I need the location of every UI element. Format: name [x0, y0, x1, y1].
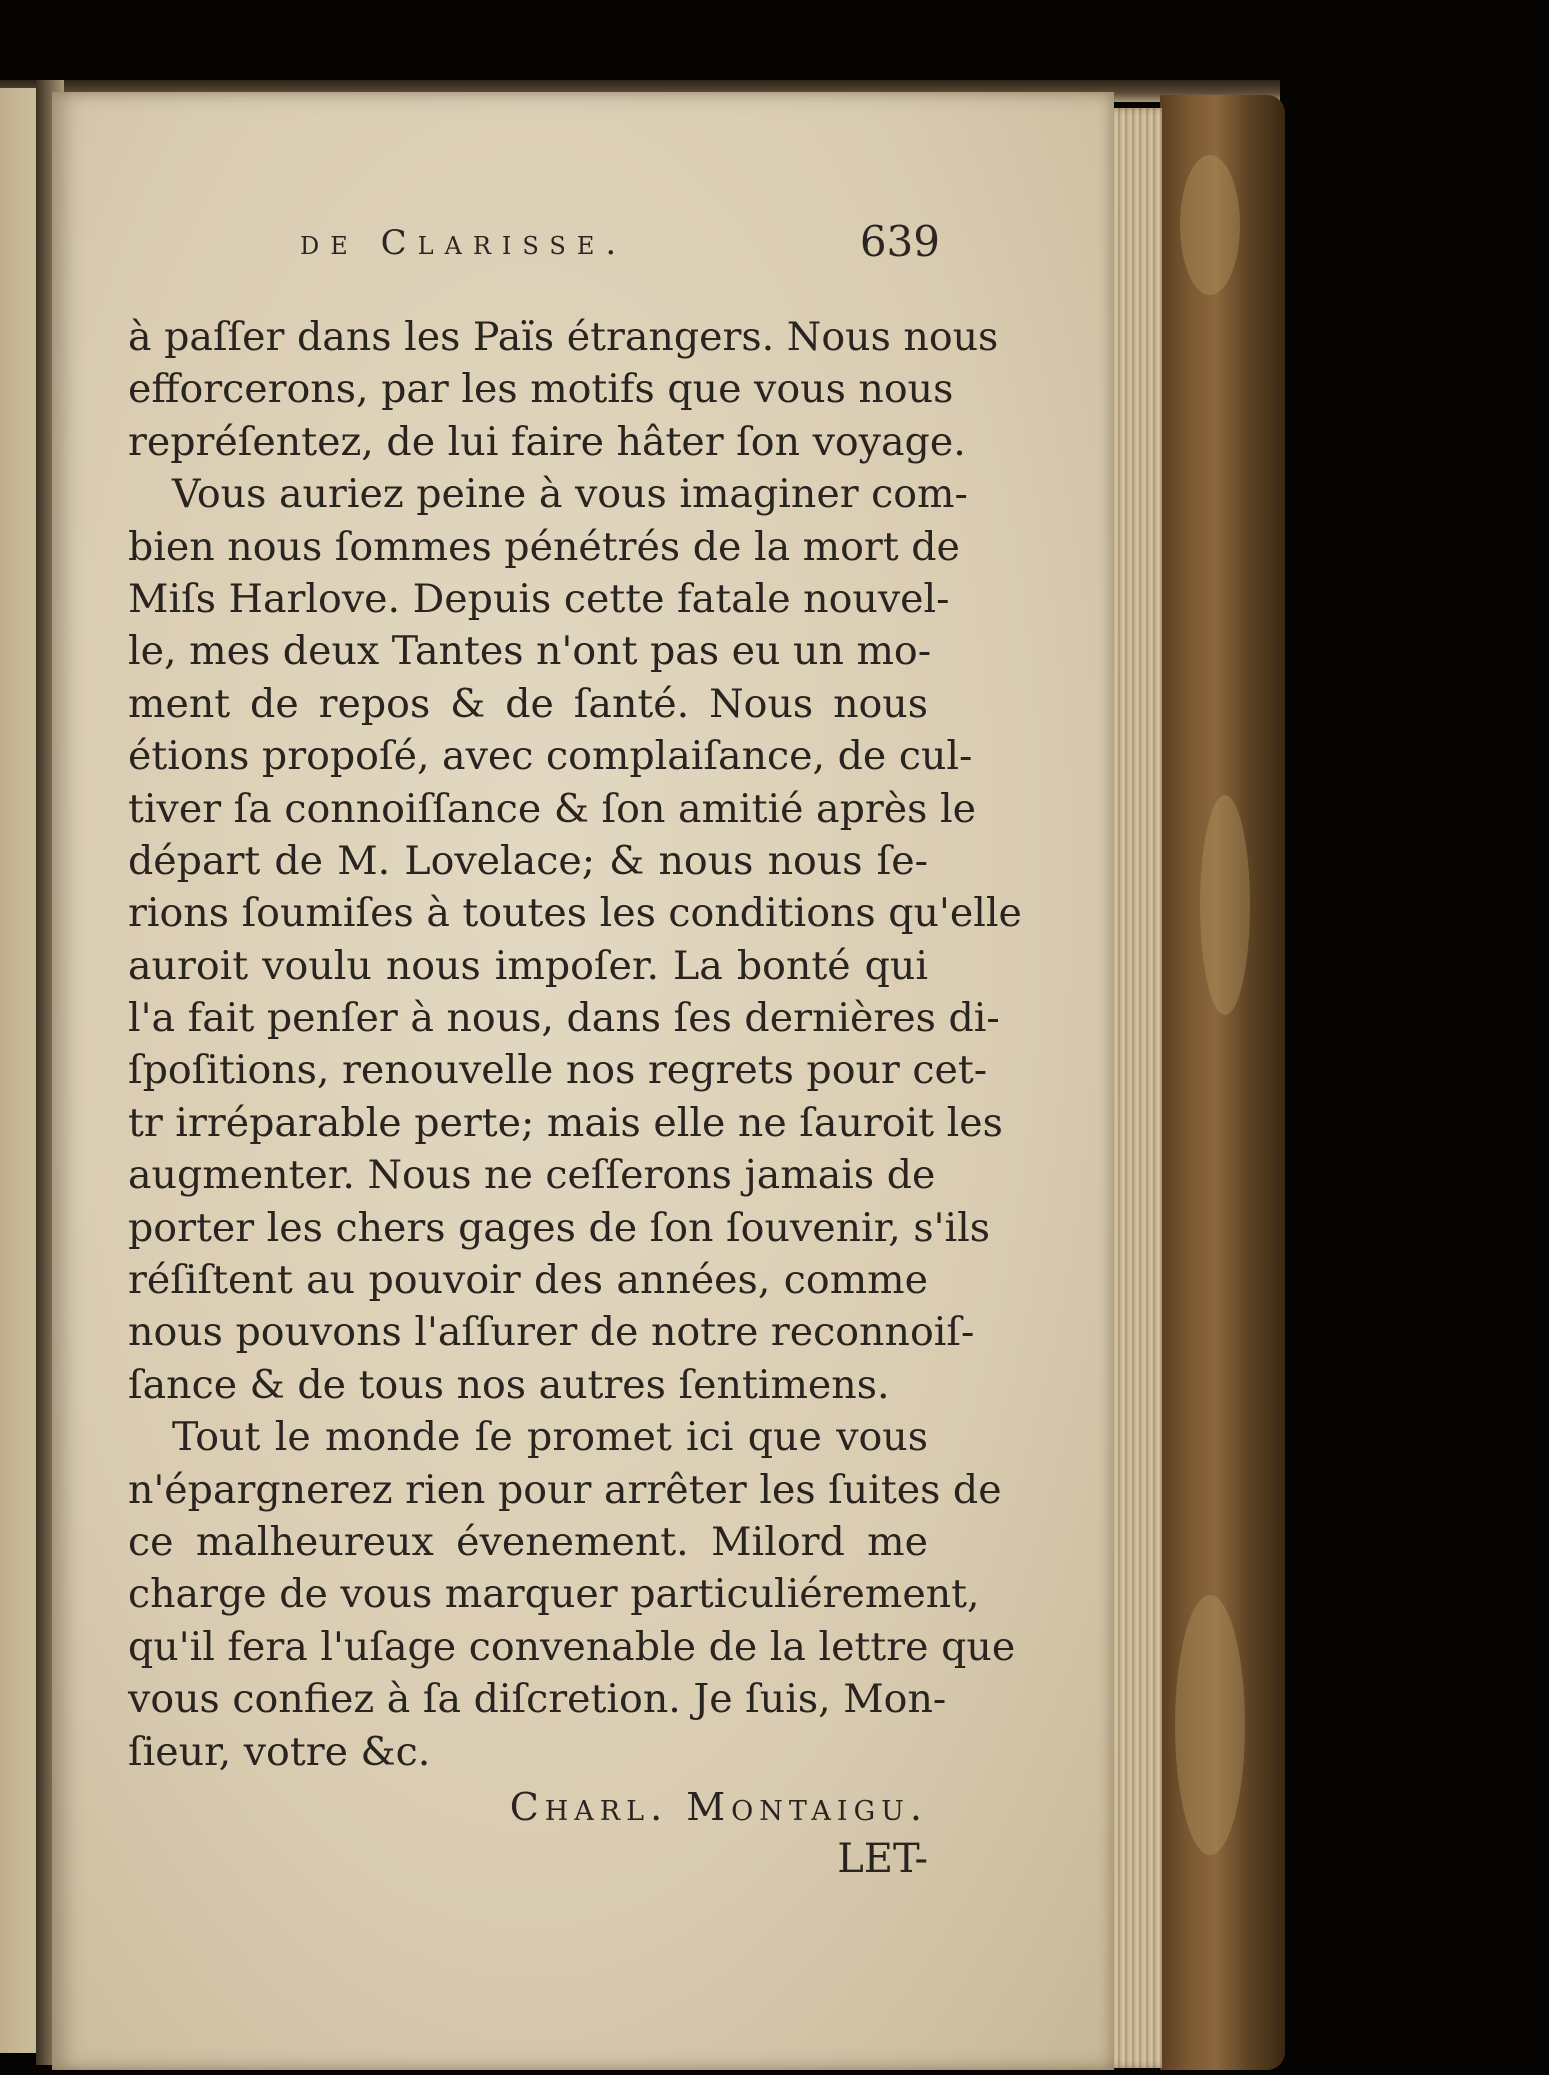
text-line: le, mes deux Tantes n'ont pas eu un mo-	[128, 628, 932, 675]
book-cover	[1160, 95, 1285, 2070]
text-line: étions propoſé, avec complaiſance, de cul-	[128, 733, 973, 780]
text-line: qu'il fera l'uſage convenable de la lettre que	[128, 1623, 1016, 1670]
text-line: tiver ſa connoiſſance & ſon amitié après le	[128, 785, 976, 832]
text-line: Tout le monde ſe promet ici que vous	[172, 1414, 928, 1461]
text-line: réſiſtent au pouvoir des années, comme	[128, 1257, 928, 1304]
text-line: auroit voulu nous impoſer. La bonté qui	[128, 942, 928, 989]
cover-wear	[1180, 155, 1240, 295]
text-line: ment de repos & de ſanté. Nous nous	[128, 680, 928, 727]
cover-wear	[1200, 795, 1250, 1015]
text-line: Vous auriez peine à vous imaginer com-	[172, 471, 968, 518]
text-line: rions ſoumiſes à toutes les conditions qu'elle	[128, 890, 1022, 937]
text-line: départ de M. Lovelace; & nous nous ſe-	[128, 837, 928, 884]
catchword: LET-	[837, 1836, 928, 1882]
cover-wear	[1175, 1595, 1245, 1855]
text-line: n'épargnerez rien pour arrêter les ſuites de	[128, 1466, 1002, 1513]
text-line: efforcerons, par les motifs que vous nous	[128, 366, 954, 413]
signature: Charl. Montaigu.	[509, 1785, 928, 1829]
text-line: bien nous ſommes pénétrés de la mort de	[128, 523, 960, 570]
text-line: ſieur, votre &c.	[128, 1728, 431, 1775]
text-line: repréſentez, de lui faire hâter ſon voyage.	[128, 418, 966, 465]
text-line: l'a fait penſer à nous, dans ſes dernières di-	[128, 995, 1000, 1042]
text-line: nous pouvons l'aſſurer de notre reconnoiſ-	[128, 1309, 975, 1356]
text-line: porter les chers gages de ſon ſouvenir, s'ils	[128, 1204, 990, 1251]
text-line: ſance & de tous nos autres ſentimens.	[128, 1361, 890, 1408]
text-line: charge de vous marquer particuliérement,	[128, 1571, 980, 1618]
running-head	[300, 217, 940, 283]
text-line: vous confiez à ſa diſcretion. Je ſuis, Mon-	[128, 1676, 947, 1723]
text-line: à paſſer dans les Païs étrangers. Nous nous	[128, 314, 999, 360]
text-line: tr irréparable perte; mais elle ne ſauroit les	[128, 1099, 1003, 1146]
running-head-title: de Clarisse.	[300, 223, 628, 263]
text-line: ce malheureux évenement. Milord me	[128, 1518, 928, 1565]
text-line: ſpoſitions, renouvelle nos regrets pour cet-	[128, 1047, 988, 1094]
page-number: 639	[859, 217, 940, 266]
text-line: Miſs Harlove. Depuis cette fatale nouvel-	[128, 575, 950, 622]
text-line: augmenter. Nous ne ceſſerons jamais de	[128, 1152, 936, 1199]
body-text	[128, 312, 1022, 1779]
